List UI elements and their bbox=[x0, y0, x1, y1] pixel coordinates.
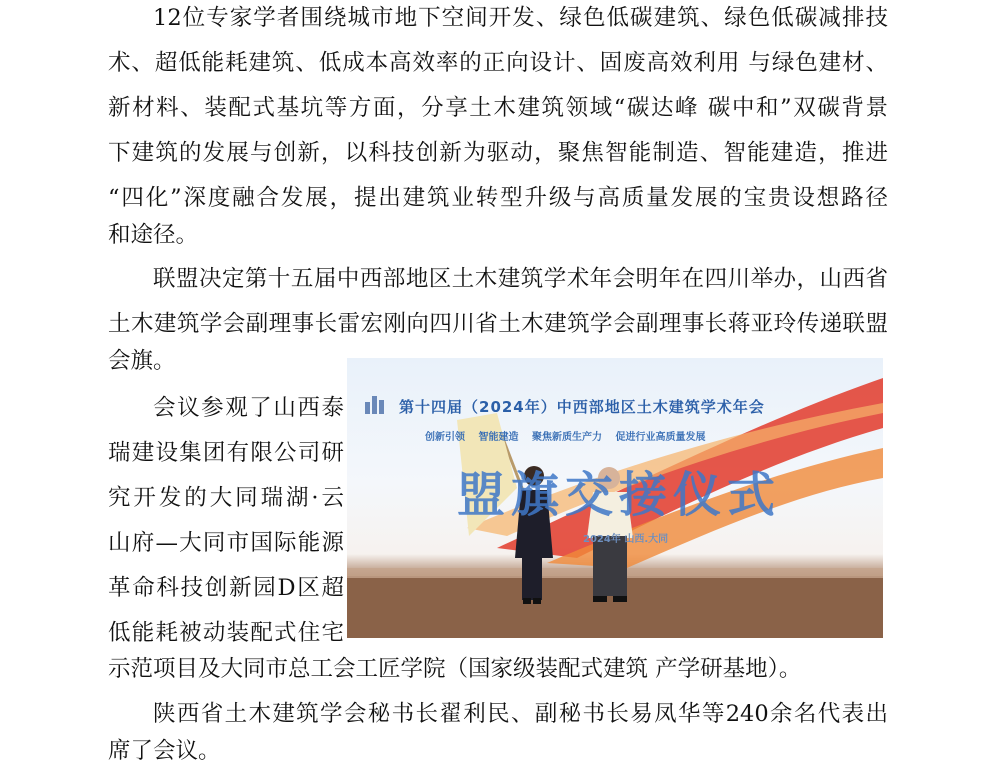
paragraph-line: 席了会议。 bbox=[108, 738, 221, 764]
paragraph-line: 联盟决定第十五届中西部地区土木建筑学术年会明年在四川举办，山西省 bbox=[153, 266, 888, 292]
paragraph-line: 低能耗被动装配式住宅 bbox=[108, 620, 344, 646]
paragraph-line: 下建筑的发展与创新，以科技创新为驱动，聚焦智能制造、智能建造，推进 bbox=[108, 140, 888, 166]
paragraph-line: 革命科技创新园D区超 bbox=[108, 575, 344, 601]
paragraph-line: 12位专家学者围绕城市地下空间开发、绿色低碳建筑、绿色低碳减排技 bbox=[153, 5, 888, 31]
paragraph-line: 新材料、装配式基坑等方面，分享土木建筑领域“碳达峰 碳中和”双碳背景 bbox=[108, 95, 888, 121]
banner-subtitle: 创新引领 智能建造 聚焦新质生产力 促进行业高质量发展 bbox=[425, 432, 706, 443]
banner-date: 2024年 山西.大同 bbox=[583, 534, 669, 545]
paragraph-line: 陕西省土木建筑学会秘书长翟利民、副秘书长易凤华等240余名代表出 bbox=[153, 701, 888, 727]
paragraph-line: 会旗。 bbox=[108, 348, 176, 374]
paragraph-line: 究开发的大同瑞湖·云 bbox=[108, 485, 344, 511]
banner-main-title: 盟旗交接仪式 bbox=[457, 467, 782, 523]
paragraph-line: 会议参观了山西泰 bbox=[153, 395, 344, 421]
paragraph-line: “四化”深度融合发展，提出建筑业转型升级与高质量发展的宝贵设想路径 bbox=[108, 185, 888, 211]
paragraph-line: 术、超低能耗建筑、低成本高效率的正向设计、固废高效利用 与绿色建材、 bbox=[108, 50, 888, 76]
banner-title: 第十四届（2024年）中西部地区土木建筑学术年会 bbox=[399, 398, 765, 416]
paragraph-line: 示范项目及大同市总工会工匠学院（国家级装配式建筑 产学研基地）。 bbox=[108, 656, 802, 682]
paragraph-line: 山府—大同市国际能源 bbox=[108, 530, 344, 556]
paragraph-line: 和途径。 bbox=[108, 222, 199, 248]
ceremony-photo bbox=[347, 358, 883, 638]
paragraph-line: 土木建筑学会副理事长雷宏刚向四川省土木建筑学会副理事长蒋亚玲传递联盟 bbox=[108, 311, 888, 337]
paragraph-line: 瑞建设集团有限公司研 bbox=[108, 440, 344, 466]
